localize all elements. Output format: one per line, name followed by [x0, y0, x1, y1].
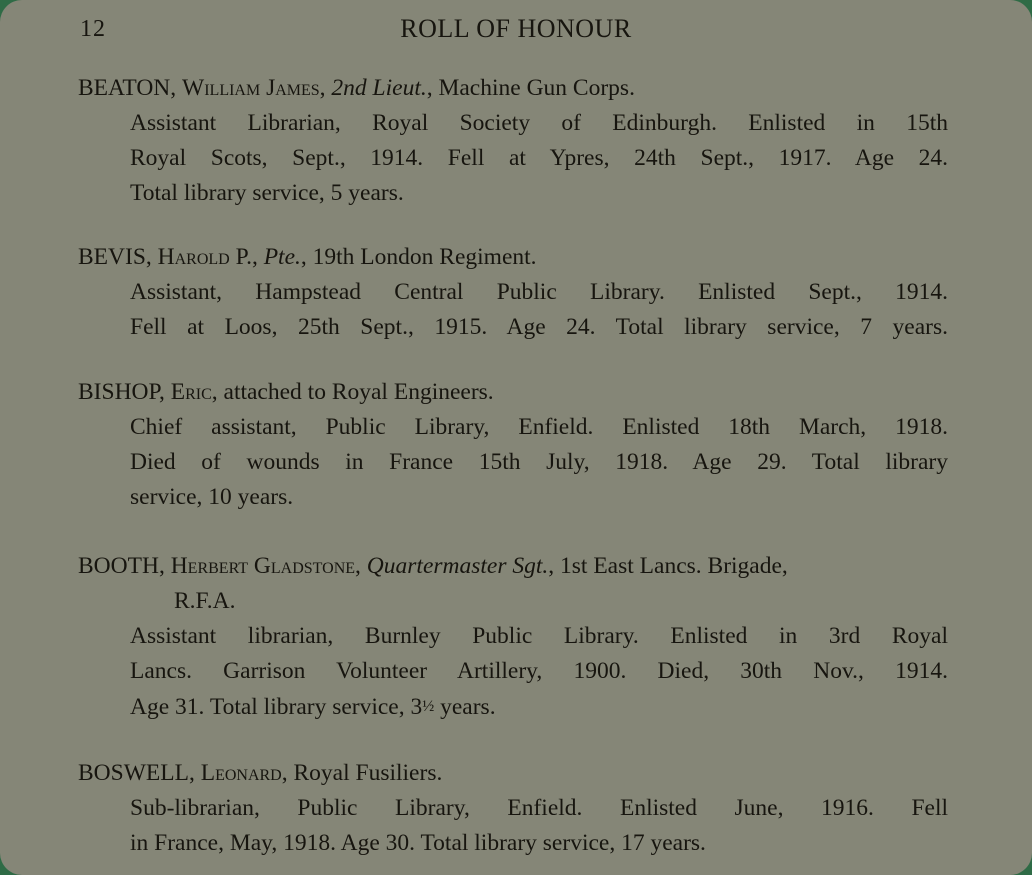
entry-unit-continued: R.F.A. — [174, 588, 236, 614]
separator: , — [355, 553, 367, 579]
separator: , — [281, 760, 294, 786]
entry-surname: BOOTH — [78, 553, 159, 579]
page-number: 12 — [80, 16, 106, 42]
roll-entry-beaton — [78, 71, 958, 211]
entry-unit: 19th London Regiment. — [312, 244, 537, 270]
entry-body-line: Assistant Librarian, Royal Society of Edinburgh. Enlisted in 15th — [130, 110, 948, 136]
entry-rank: Quartermaster Sgt. — [366, 553, 549, 579]
separator: , — [548, 553, 561, 579]
entry-body-line: Assistant, Hampstead Central Public Library. Enlisted Sept., 1914. — [130, 279, 948, 305]
entry-heading — [78, 756, 958, 791]
entry-body-line: in France, May, 1918. Age 30. Total library service, 17 years. — [130, 830, 706, 856]
entry-body-line: Chief assistant, Public Library, Enfield. Enlisted 18th March, 1918. — [130, 414, 948, 440]
entry-given-names: Leonard — [200, 760, 282, 786]
entry-surname: BEATON — [78, 75, 171, 101]
entry-body-line: Age 31. Total library service, 3½ years. — [130, 694, 496, 720]
separator: , — [158, 379, 171, 405]
entry-unit: Machine Gun Corps. — [438, 75, 635, 101]
roll-entry-bevis — [78, 240, 958, 345]
separator: , — [300, 244, 313, 270]
entry-unit: Royal Fusiliers. — [293, 760, 443, 786]
entry-body-line: Assistant librarian, Burnley Public Library. Enlisted in 3rd Royal — [130, 623, 948, 649]
entry-unit: 1st East Lancs. Brigade, — [560, 553, 788, 579]
entry-body-line: Fell at Loos, 25th Sept., 1915. Age 24. Total library service, 7 years. — [130, 314, 948, 340]
separator: , — [426, 75, 439, 101]
entry-surname: BOSWELL — [78, 760, 189, 786]
entry-surname: BISHOP — [78, 379, 159, 405]
entry-given-names: Eric — [170, 379, 212, 405]
entry-rank: 2nd Lieut. — [331, 75, 427, 101]
entry-surname: BEVIS — [78, 244, 146, 270]
entry-given-names: Herbert Gladstone — [170, 553, 356, 579]
separator: , — [145, 244, 158, 270]
entry-heading — [78, 549, 958, 584]
entry-body-line: Died of wounds in France 15th July, 1918. Age 29. Total library — [130, 449, 948, 475]
entry-given-names: Harold P. — [157, 244, 252, 270]
entry-body-line: Sub-librarian, Public Library, Enfield. Enlisted June, 1916. Fell — [130, 795, 948, 821]
entry-body-line: Total library service, 5 years. — [130, 180, 404, 206]
separator: , — [170, 75, 183, 101]
entry-body-line: Royal Scots, Sept., 1914. Fell at Ypres, 24th Sept., 1917. Age 24. — [130, 145, 948, 171]
roll-entry-boswell — [78, 756, 958, 861]
entry-heading — [78, 240, 958, 275]
entry-heading — [78, 71, 958, 106]
entry-given-names: William James — [182, 75, 320, 101]
entry-unit: attached to Royal Engineers. — [223, 379, 494, 405]
entry-body-line: Lancs. Garrison Volunteer Artillery, 1900. Died, 30th Nov., 1914. — [130, 658, 948, 684]
separator: , — [319, 75, 332, 101]
separator: , — [251, 244, 264, 270]
roll-entry-booth — [78, 549, 958, 725]
separator: , — [211, 379, 224, 405]
entry-rank: Pte. — [263, 244, 301, 270]
separator: , — [158, 553, 171, 579]
fraction-half: ½ — [422, 698, 435, 715]
separator: , — [188, 760, 201, 786]
running-head: ROLL OF HONOUR — [400, 14, 632, 43]
roll-entry-bishop — [78, 375, 958, 515]
entry-body-line: service, 10 years. — [130, 484, 294, 510]
entry-heading — [78, 375, 958, 410]
